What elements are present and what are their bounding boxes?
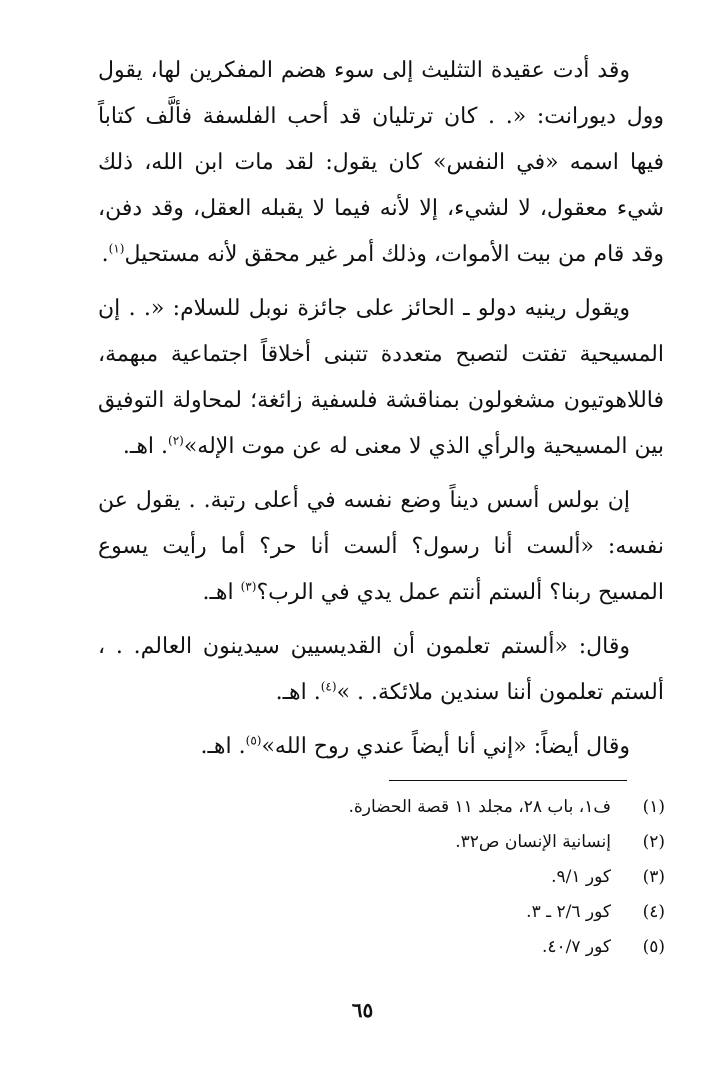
footnote-marker: (١) xyxy=(108,241,125,256)
footnote-number: (٥) xyxy=(642,937,665,957)
footnotes xyxy=(85,790,665,965)
footnote-text: كور ٩/١. xyxy=(551,867,611,887)
paragraph-1 xyxy=(98,48,664,278)
footnote-text: ف١، باب ٢٨، مجلد ١١ قصة الحضارة. xyxy=(348,797,611,817)
footnote-item xyxy=(85,930,665,965)
paragraph-text: وقد أدت عقيدة التثليث إلى سوء هضم المفكرين لها، يقول وول ديورانت: «. . كان ترتليان قد أحب الفلسفة فألَّف كتاباً فيها اسمه «في النفس» كان يقول: لقد مات ابن الله، ذلك شيء معقول، لا لشيء، إلا لأنه فيما لا يقبله العقل، وقد دفن، وقد قام من بيت الأموات، وذلك أمر غير محقق لأنه مستحيل xyxy=(98,58,664,267)
paragraph-tail: . xyxy=(101,242,109,267)
paragraph-text: إن بولس أسس ديناً وضع نفسه في أعلى رتبة. . يقول عن نفسه: «ألست أنا رسول؟ ألست أنا حر؟ أما رأيت يسوع المسيح ربنا؟ ألستم أنتم عمل يدي في الرب؟ xyxy=(98,488,665,605)
paragraph-text: ويقول رينيه دولو ـ الحائز على جائزة نوبل للسلام: «. . إن المسيحية تفتت لتصبح متعددة تتبنى أخلاقاً اجتماعية مبهمة، فاللاهوتيون مشغولون بمناقشة فلسفية زائغة؛ لمحاولة التوفيق بين المسيحية والرأي الذي لا معنى له عن موت الإله» xyxy=(98,296,664,459)
footnote-marker: (٥) xyxy=(245,733,262,748)
footnote-marker: (٣) xyxy=(240,579,257,594)
footnote-marker: (٤) xyxy=(320,679,337,694)
paragraph-text: وقال أيضاً: «إني أنا أيضاً عندي روح الله» xyxy=(261,734,630,759)
paragraph-2 xyxy=(98,286,664,470)
footnote-text: إنسانية الإنسان ص٣٢. xyxy=(455,832,611,852)
paragraph-3 xyxy=(98,478,664,616)
footnote-number: (٤) xyxy=(642,902,665,922)
paragraph-tail: اهـ. xyxy=(202,580,241,605)
paragraph-tail: . اهـ. xyxy=(200,734,246,759)
footnote-item xyxy=(85,790,665,825)
footnote-item xyxy=(85,860,665,895)
footnote-number: (٣) xyxy=(642,867,665,887)
paragraph-4 xyxy=(98,624,664,716)
footnote-marker: (٢) xyxy=(168,433,184,448)
paragraph-tail: . اهـ. xyxy=(122,434,169,459)
page-number: ٦٥ xyxy=(351,998,374,1022)
paragraph-tail: . اهـ. xyxy=(275,680,321,705)
footnote-number: (٢) xyxy=(642,832,665,852)
main-text xyxy=(98,48,664,778)
footnote-item xyxy=(85,895,665,930)
paragraph-text: وقال: «ألستم تعلمون أن القديسيين سيدينون العالم. . ، ألستم تعلمون أننا سندين ملائكة. . » xyxy=(98,634,664,705)
footnote-text: كور ٢/٦ ـ ٣. xyxy=(526,902,611,922)
paragraph-5 xyxy=(98,724,664,770)
footnote-text: كور ٤٠/٧. xyxy=(541,937,611,957)
footnote-number: (١) xyxy=(642,797,665,817)
footnote-item xyxy=(85,825,665,860)
footnote-separator xyxy=(389,780,627,781)
